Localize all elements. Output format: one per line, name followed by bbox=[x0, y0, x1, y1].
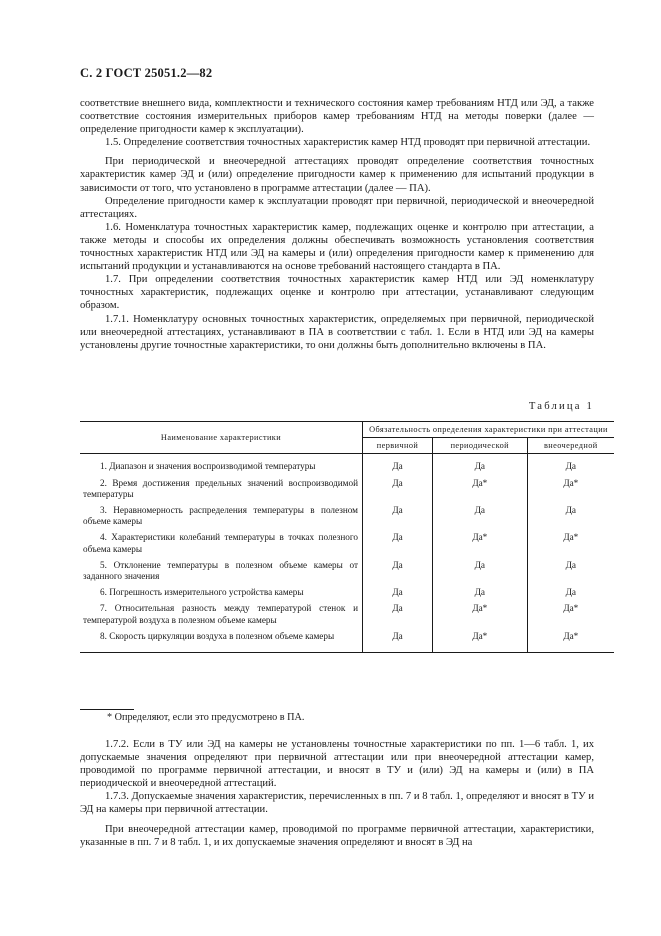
requirement-cell: Да bbox=[363, 602, 433, 629]
requirement-cell: Да bbox=[527, 504, 614, 531]
footnote: * Определяют, если это предусмотрено в ПА. bbox=[107, 712, 305, 723]
body-text-top bbox=[80, 97, 594, 352]
paragraph: При периодической и внеочередной аттестациях проводят определение соответствия точностных характеристик камер ЭД и (или) определение пригодности камер к применению для испытаний продукции в зависимости от того, что установлено в программе аттестации (далее — ПА). bbox=[80, 156, 594, 194]
table-row bbox=[80, 504, 614, 531]
requirement-cell: Да* bbox=[433, 630, 528, 653]
requirement-cell: Да* bbox=[433, 602, 528, 629]
requirement-cell: Да bbox=[363, 586, 433, 602]
table-body bbox=[80, 454, 614, 653]
characteristics-table bbox=[80, 421, 614, 653]
paragraph: Определение пригодности камер к эксплуатации проводят при первичной, периодической и внеочередной аттестациях. bbox=[80, 195, 594, 220]
footnote-divider bbox=[80, 709, 134, 710]
paragraph: При внеочередной аттестации камер, проводимой по программе первичной аттестации, характеристики, указанные в пп. 7 и 8 табл. 1, и их допускаемые значения определяют и вносят в ЭД на bbox=[80, 823, 594, 848]
table-title: Таблица 1 bbox=[528, 401, 594, 412]
table-row bbox=[80, 630, 614, 653]
page-header: С. 2 ГОСТ 25051.2—82 bbox=[80, 66, 213, 80]
characteristic-name: 3. Неравномерность распределения температуры в полезном объеме камеры bbox=[80, 504, 363, 531]
characteristic-name: 7. Относительная разность между температурой стенок и температурой воздуха в полезном объеме камеры bbox=[80, 602, 363, 629]
requirement-cell: Да* bbox=[527, 602, 614, 629]
requirement-cell: Да bbox=[363, 630, 433, 653]
table-row bbox=[80, 477, 614, 504]
table-row bbox=[80, 602, 614, 629]
paragraph: соответствие внешнего вида, комплектности и технического состояния камер требованиям НТД или ЭД, а также соответствие состояния измерительных приборов камер требованиям НТД на методы поверки (далее — определение пригодности камер к эксплуатации). bbox=[80, 98, 594, 136]
requirement-cell: Да* bbox=[433, 531, 528, 558]
requirement-cell: Да bbox=[527, 586, 614, 602]
table-row bbox=[80, 454, 614, 477]
requirement-cell: Да bbox=[363, 477, 433, 504]
table-row bbox=[80, 531, 614, 558]
column-group-header: Обязательность определения характеристики при аттестации bbox=[363, 422, 615, 438]
characteristic-name: 4. Характеристики колебаний температуры в точках полезного объема камеры bbox=[80, 531, 363, 558]
characteristic-name: 2. Время достижения предельных значений воспроизводимой температуры bbox=[80, 477, 363, 504]
paragraph: 1.7.1. Номенклатуру основных точностных характеристик, определяемых при первичной, периодической или внеочередной аттестациях, устанавливают в ПА в соответствии с табл. 1. Если в НТД или ЭД на камеры установлены другие точностные характеристики, то они должны быть дополнительно включены в ПА. bbox=[80, 313, 594, 351]
requirement-cell: Да bbox=[363, 531, 433, 558]
requirement-cell: Да bbox=[363, 559, 433, 586]
requirement-cell: Да* bbox=[433, 477, 528, 504]
characteristic-name: 6. Погрешность измерительного устройства камеры bbox=[80, 586, 363, 602]
column-header-periodic: периодической bbox=[433, 438, 528, 454]
requirement-cell: Да* bbox=[527, 531, 614, 558]
requirement-cell: Да bbox=[527, 454, 614, 477]
requirement-cell: Да* bbox=[527, 630, 614, 653]
paragraph: 1.7.2. Если в ТУ или ЭД на камеры не установлены точностные характеристики по пп. 1—6 табл. 1, их допускаемые значения определяют при первичной аттестации или при внеочередной аттестации камер, проводимой по программе первичной аттестации, и вносят в ТУ и (или) ЭД на камеры и (или) в ПА периодической и внеочередной аттестаций. bbox=[80, 739, 594, 790]
requirement-cell: Да bbox=[433, 559, 528, 586]
column-header-extraordinary: внеочередной bbox=[527, 438, 614, 454]
table-row bbox=[80, 586, 614, 602]
paragraph: 1.7. При определении соответствия точностных характеристик камер НТД или ЭД номенклатуру точностных характеристик, подлежащих оценке и контролю при аттестации, устанавливают следующим образом. bbox=[80, 274, 594, 312]
characteristic-name: 1. Диапазон и значения воспроизводимой температуры bbox=[80, 454, 363, 477]
requirement-cell: Да bbox=[363, 454, 433, 477]
paragraph: 1.7.3. Допускаемые значения характеристик, перечисленных в пп. 7 и 8 табл. 1, определяют и вносят в ТУ и ЭД на камеры при первичной аттестации. bbox=[80, 791, 594, 816]
body-text-bottom bbox=[80, 738, 594, 849]
table-row bbox=[80, 559, 614, 586]
column-header-name: Наименование характеристики bbox=[80, 422, 363, 454]
characteristic-name: 5. Отклонение температуры в полезном объеме камеры от заданного значения bbox=[80, 559, 363, 586]
paragraph: 1.6. Номенклатура точностных характеристик камер, подлежащих оценке и контролю при аттестации, а также методы и способы их определения должны обеспечивать возможность установления соответствия точностных характеристик НТД или ЭД на камеры и (или) определения пригодности камер к применению для испытаний продукции и устанавливаются на основе требований настоящего стандарта в ПА. bbox=[80, 221, 594, 273]
requirement-cell: Да bbox=[363, 504, 433, 531]
requirement-cell: Да bbox=[433, 504, 528, 531]
requirement-cell: Да bbox=[433, 454, 528, 477]
paragraph: 1.5. Определение соответствия точностных характеристик камер НТД проводят при первичной аттестации. bbox=[105, 137, 591, 149]
requirement-cell: Да bbox=[433, 586, 528, 602]
characteristic-name: 8. Скорость циркуляции воздуха в полезном объеме камеры bbox=[80, 630, 363, 653]
column-header-primary: первичной bbox=[363, 438, 433, 454]
requirement-cell: Да* bbox=[527, 477, 614, 504]
requirement-cell: Да bbox=[527, 559, 614, 586]
